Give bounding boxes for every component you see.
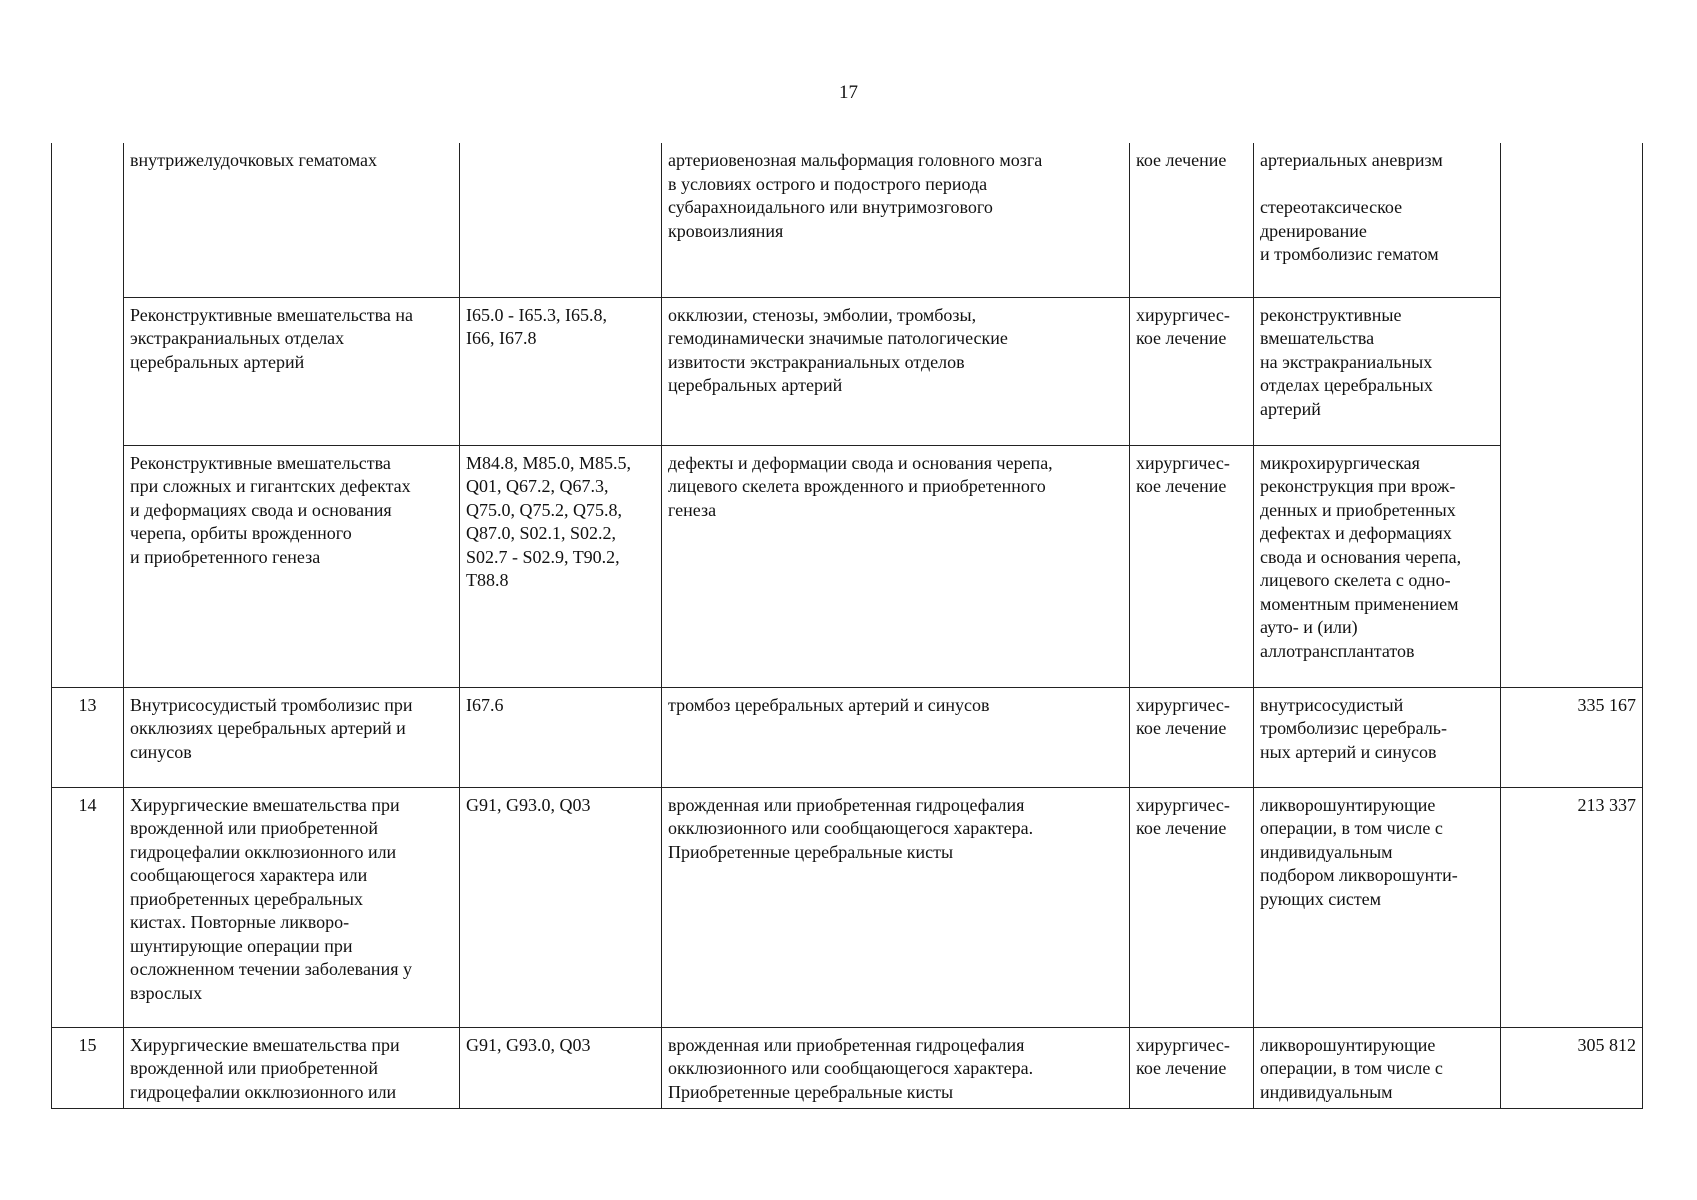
treatment-type-cell: хирургичес- кое лечение (1130, 297, 1254, 445)
treatment-type-cell: хирургичес- кое лечение (1130, 687, 1254, 787)
treatment-type-cell: кое лечение (1130, 143, 1254, 297)
icd-codes-cell: G91, G93.0, Q03 (460, 1027, 662, 1109)
price-cell: 213 337 (1501, 787, 1643, 1027)
intervention-name-cell: Реконструктивные вмешательства на экстракраниальных отделах церебральных артерий (124, 297, 460, 445)
icd-codes-cell: I65.0 - I65.3, I65.8, I66, I67.8 (460, 297, 662, 445)
treatment-method-cell: реконструктивные вмешательства на экстракраниальных отделах церебральных артерий (1254, 297, 1501, 445)
treatment-method-cell: ликворошунтирующие операции, в том числе с индивидуальным (1254, 1027, 1501, 1109)
intervention-name-cell: Внутрисосудистый тромболизис при окклюзиях церебральных артерий и синусов (124, 687, 460, 787)
diagnosis-cell: врожденная или приобретенная гидроцефалия окклюзионного или сообщающегося характера. Приобретенные церебральные кисты (662, 787, 1130, 1027)
treatment-method-cell: артериальных аневризм стереотаксическое дренирование и тромболизис гематом (1254, 143, 1501, 297)
treatment-type-cell: хирургичес- кое лечение (1130, 445, 1254, 687)
intervention-name-cell: Хирургические вмешательства при врожденной или приобретенной гидроцефалии окклюзионного или (124, 1027, 460, 1109)
price-cell (1501, 297, 1643, 445)
diagnosis-cell: окклюзии, стенозы, эмболии, тромбозы, гемодинамически значимые патологические извитости экстракраниальных отделов церебральных артерий (662, 297, 1130, 445)
row-number-cell: 15 (52, 1027, 124, 1109)
page-number: 17 (839, 82, 858, 103)
treatment-method-cell: внутрисосудистый тромболизис церебраль- ных артерий и синусов (1254, 687, 1501, 787)
intervention-name-cell: Реконструктивные вмешательства при сложных и гигантских дефектах и деформациях свода и основания черепа, орбиты врожденного и приобретенного генеза (124, 445, 460, 687)
row-number-cell (52, 143, 124, 297)
row-number-cell (52, 445, 124, 687)
table-row (52, 1027, 1643, 1109)
treatment-method-cell: ликворошунтирующие операции, в том числе с индивидуальным подбором ликворошунти- рующих систем (1254, 787, 1501, 1027)
table-row (52, 445, 1643, 687)
price-cell (1501, 445, 1643, 687)
icd-codes-cell (460, 143, 662, 297)
price-cell: 335 167 (1501, 687, 1643, 787)
table-row (52, 143, 1643, 297)
treatment-type-cell: хирургичес- кое лечение (1130, 787, 1254, 1027)
diagnosis-cell: врожденная или приобретенная гидроцефалия окклюзионного или сообщающегося характера. Приобретенные церебральные кисты (662, 1027, 1130, 1109)
diagnosis-cell: дефекты и деформации свода и основания черепа, лицевого скелета врожденного и приобретенного генеза (662, 445, 1130, 687)
row-number-cell: 13 (52, 687, 124, 787)
icd-codes-cell: I67.6 (460, 687, 662, 787)
row-number-cell: 14 (52, 787, 124, 1027)
price-cell (1501, 143, 1643, 297)
table-row (52, 687, 1643, 787)
icd-codes-cell: G91, G93.0, Q03 (460, 787, 662, 1027)
intervention-name-cell: внутрижелудочковых гематомах (124, 143, 460, 297)
treatment-method-cell: микрохирургическая реконструкция при врож- денных и приобретенных дефектах и деформациях свода и основания черепа, лицевого скелета с одно- моментным применением ауто- и (или) аллотрансплантатов (1254, 445, 1501, 687)
row-number-cell (52, 297, 124, 445)
services-table (51, 143, 1643, 1109)
icd-codes-cell: M84.8, M85.0, M85.5, Q01, Q67.2, Q67.3, Q75.0, Q75.2, Q75.8, Q87.0, S02.1, S02.2, S02.7 - S02.9, T90.2, T88.8 (460, 445, 662, 687)
diagnosis-cell: тромбоз церебральных артерий и синусов (662, 687, 1130, 787)
diagnosis-cell: артериовенозная мальформация головного мозга в условиях острого и подострого периода субарахноидального или внутримозгового кровоизлияния (662, 143, 1130, 297)
price-cell: 305 812 (1501, 1027, 1643, 1109)
table-row (52, 787, 1643, 1027)
table-row (52, 297, 1643, 445)
treatment-type-cell: хирургичес- кое лечение (1130, 1027, 1254, 1109)
intervention-name-cell: Хирургические вмешательства при врожденной или приобретенной гидроцефалии окклюзионного или сообщающегося характера или приобретенных церебральных кистах. Повторные ликворо- шунтирующие операции при осложненном течении заболевания у взрослых (124, 787, 460, 1027)
